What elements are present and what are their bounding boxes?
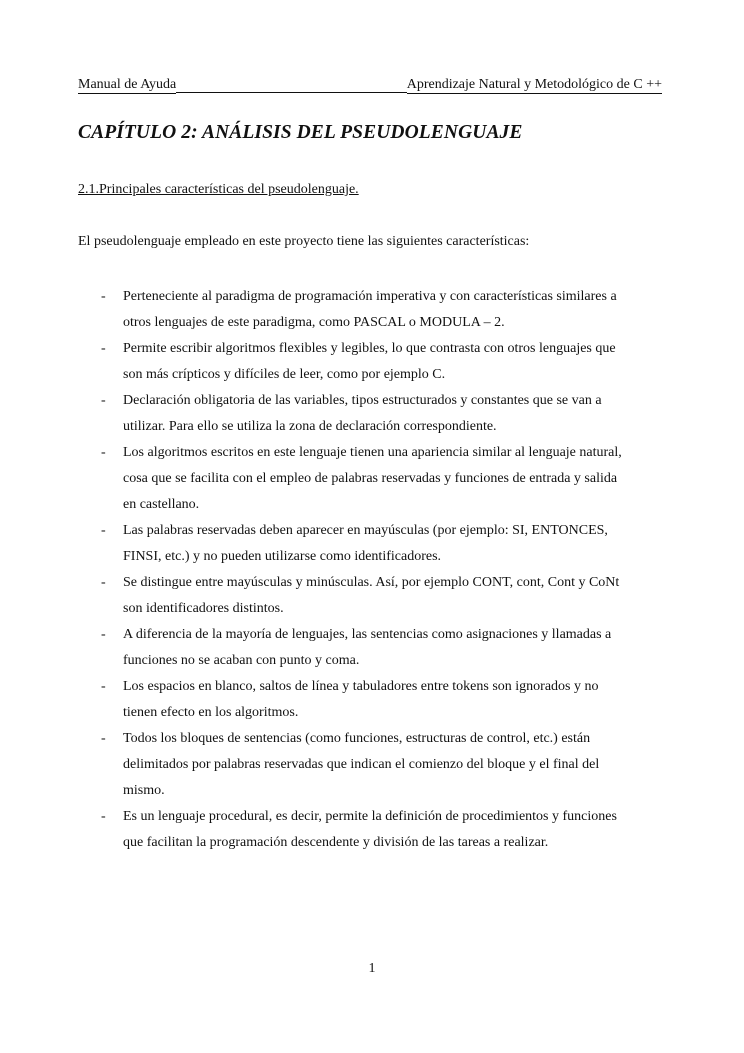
list-item-line: cosa que se facilita con el empleo de palabras reservadas y funciones de entrada y salida (123, 471, 618, 486)
list-item-line: en castellano. (123, 497, 200, 512)
intro-paragraph: El pseudolenguaje empleado en este proyecto tiene las siguientes características: (78, 234, 530, 249)
list-item-line: tienen efecto en los algoritmos. (123, 705, 299, 720)
list-item-line: Se distingue entre mayúsculas y minúsculas. Así, por ejemplo CONT, cont, Cont y CoNt (123, 575, 620, 590)
chapter-title: CAPÍTULO 2: ANÁLISIS DEL PSEUDOLENGUAJE (78, 122, 523, 143)
page-number: 1 (368, 961, 376, 976)
list-item (0, 518, 668, 570)
bullet-dash: - (101, 523, 106, 538)
list-item-line: Es un lenguaje procedural, es decir, permite la definición de procedimientos y funciones (123, 809, 617, 824)
list-item (0, 674, 668, 726)
header-left-text: Manual de Ayuda (78, 77, 177, 92)
list-item-line: son más crípticos y difíciles de leer, como por ejemplo C. (123, 367, 446, 382)
list-item-line: Todos los bloques de sentencias (como funciones, estructuras de control, etc.) están (123, 731, 591, 746)
list-item-line: Permite escribir algoritmos flexibles y legibles, lo que contrasta con otros lenguajes que (123, 341, 616, 356)
list-item-line: funciones no se acaban con punto y coma. (123, 653, 360, 668)
bullet-dash: - (101, 679, 106, 694)
list-item (0, 570, 668, 622)
section-heading: 2.1.Principales características del pseudolenguaje. (78, 182, 359, 197)
list-item (0, 804, 668, 856)
list-item-line: delimitados por palabras reservadas que indican el comienzo del bloque y el final del (123, 757, 600, 772)
list-item (0, 726, 668, 804)
list-item (0, 336, 668, 388)
list-item-line: Declaración obligatoria de las variables, tipos estructurados y constantes que se van a (123, 393, 602, 408)
header-rule (176, 92, 406, 93)
list-item-line: que facilitan la programación descendente y división de las tareas a realizar. (123, 835, 549, 850)
feature-list (0, 284, 744, 856)
list-item (0, 440, 668, 518)
bullet-dash: - (101, 731, 106, 746)
header-right-text: Aprendizaje Natural y Metodológico de C ++ (406, 77, 662, 92)
list-item (0, 284, 668, 336)
list-item-line: Las palabras reservadas deben aparecer en mayúsculas (por ejemplo: SI, ENTONCES, (123, 523, 608, 538)
bullet-dash: - (101, 341, 106, 356)
list-item-line: son identificadores distintos. (123, 601, 284, 616)
bullet-dash: - (101, 627, 106, 642)
list-item-line: mismo. (123, 783, 165, 798)
list-item-line: Perteneciente al paradigma de programación imperativa y con características similares a (123, 289, 617, 304)
list-item-line: otros lenguajes de este paradigma, como PASCAL o MODULA – 2. (123, 315, 505, 330)
list-item-line: A diferencia de la mayoría de lenguajes, las sentencias como asignaciones y llamadas a (123, 627, 612, 642)
list-item-line: Los algoritmos escritos en este lenguaje tienen una apariencia similar al lenguaje natural, (123, 445, 622, 460)
list-item-line: FINSI, etc.) y no pueden utilizarse como identificadores. (123, 549, 442, 564)
list-item-line: utilizar. Para ello se utiliza la zona de declaración correspondiente. (123, 419, 497, 434)
bullet-dash: - (101, 575, 106, 590)
bullet-dash: - (101, 809, 106, 824)
running-header (78, 77, 662, 94)
bullet-dash: - (101, 393, 106, 408)
list-item (0, 388, 668, 440)
bullet-dash: - (101, 289, 106, 304)
list-item-line: Los espacios en blanco, saltos de línea y tabuladores entre tokens son ignorados y no (123, 679, 599, 694)
bullet-dash: - (101, 445, 106, 460)
list-item (0, 622, 668, 674)
